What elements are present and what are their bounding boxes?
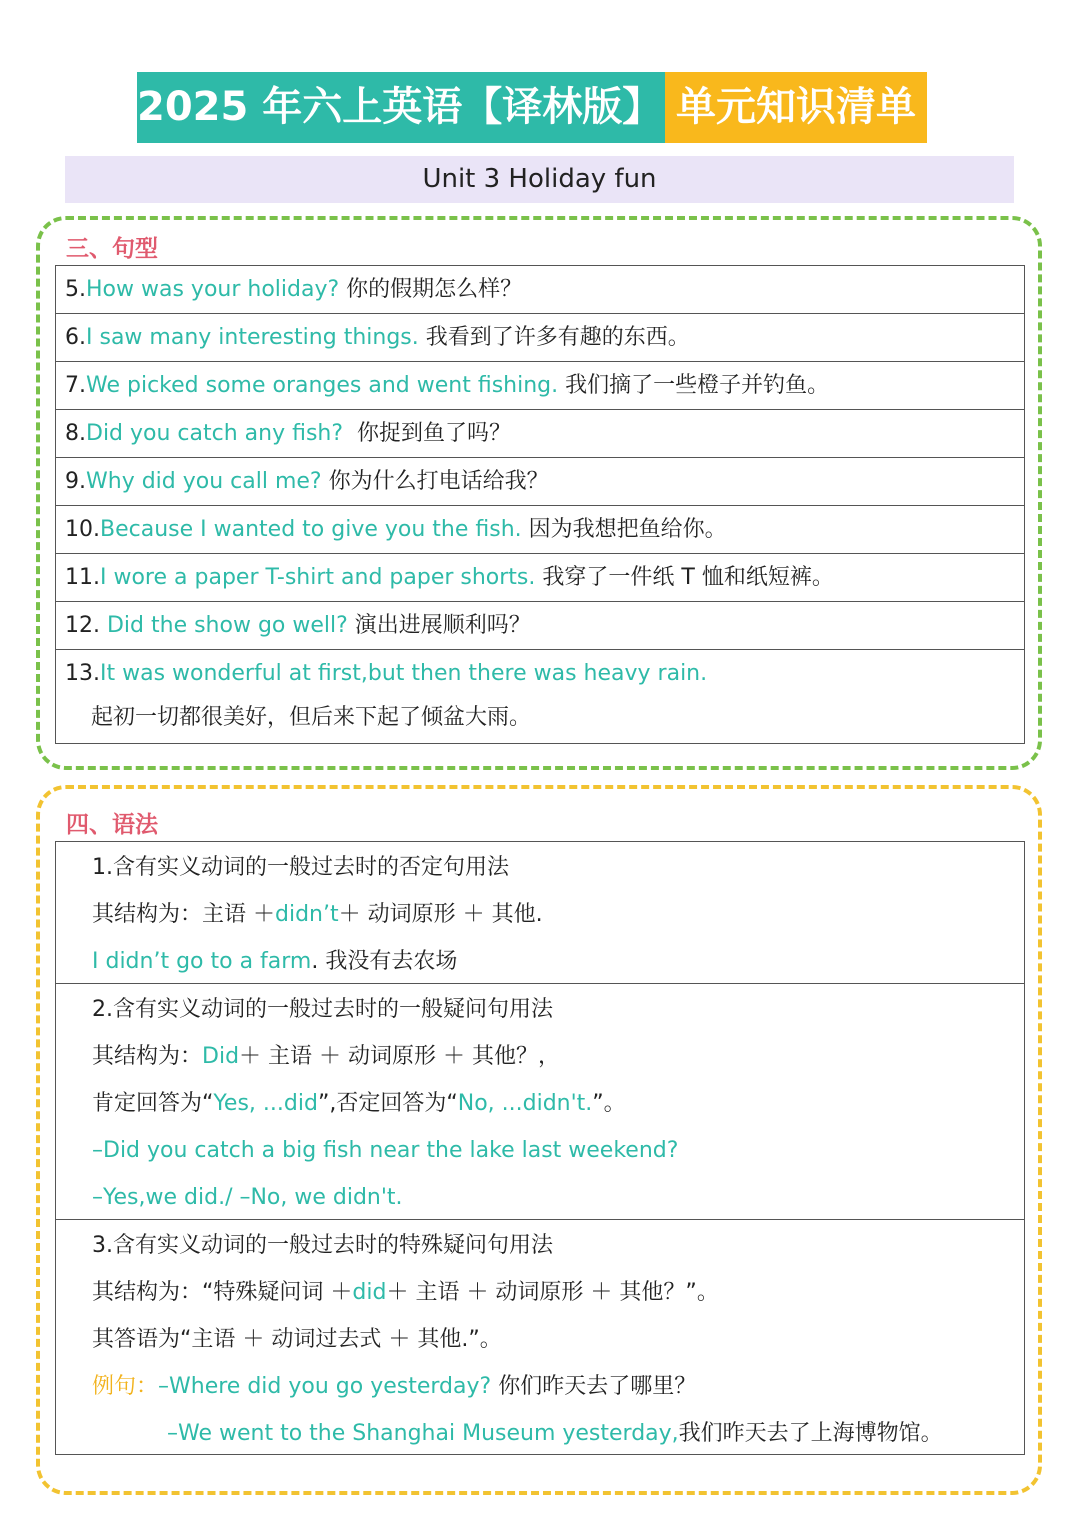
sentence-zh: 演出进展顺利吗？ (354, 613, 531, 638)
sentence-en: Did you catch any fish? (86, 421, 344, 446)
grammar-block-2 (56, 984, 1024, 1220)
grammar-block-3 (56, 1220, 1024, 1454)
example-label: 例句： (92, 1374, 159, 1399)
grammar-example: –We went to the Shanghai Museum yesterday,我们昨天去了上海博物馆。 (167, 1421, 943, 1446)
sentence-zh: 起初一切都很美好，但后来下起了倾盆大雨。 (91, 705, 532, 730)
grammar-answer: 其答语为“主语 ＋ 动词过去式 ＋ 其他.”。 (92, 1327, 502, 1352)
sentence-num: 11. (65, 565, 100, 590)
grammar-example: 例句：–Where did you go yesterday? 你们昨天去了哪里？ (92, 1374, 697, 1399)
sentence-row (56, 650, 1024, 743)
sentence-row (56, 266, 1024, 314)
grammar-answers: 肯定回答为“Yes, ...did”,否定回答为“No, ...didn't.”。 (92, 1091, 626, 1116)
sentence-zh: 我们摘了一些橙子并钓鱼。 (565, 373, 830, 398)
grammar-structure: 其结构为：Did＋ 主语 ＋ 动词原形 ＋ 其他？， (92, 1044, 561, 1069)
grammar-title: 3.含有实义动词的一般过去时的特殊疑问句用法 (92, 1233, 553, 1258)
sentence-en: How was your holiday? (86, 277, 340, 302)
grammar-structure: 其结构为：“特殊疑问词 ＋did＋ 主语 ＋ 动词原形 ＋ 其他？”。 (92, 1280, 719, 1305)
sentence-en: I wore a paper T-shirt and paper shorts. (100, 565, 536, 590)
page-title (137, 72, 927, 143)
sentence-num: 13. (65, 661, 100, 686)
grammar-example: I didn’t go to a farm. 我没有去农场 (92, 949, 458, 974)
grammar-table (55, 841, 1025, 1455)
grammar-title: 2.含有实义动词的一般过去时的一般疑问句用法 (92, 997, 553, 1022)
grammar-example: –Did you catch a big fish near the lake last weekend? (92, 1138, 679, 1163)
sentence-en: Did the show go well? (106, 613, 348, 638)
sentence-num: 12. (65, 613, 107, 638)
unit-title: Unit 3 Holiday fun (65, 156, 1014, 203)
sentence-en: Why did you call me? (86, 469, 322, 494)
title-right: 单元知识清单 (665, 72, 927, 143)
sentence-zh: 你捉到鱼了吗？ (357, 421, 512, 446)
sentence-zh: 你的假期怎么样？ (346, 277, 523, 302)
sentence-row (56, 458, 1024, 506)
sentence-zh: 你为什么打电话给我？ (328, 469, 549, 494)
sentence-num: 6. (65, 325, 86, 350)
sentences-table (55, 265, 1025, 744)
sentence-en: We picked some oranges and went fishing. (86, 373, 559, 398)
sentence-num: 10. (65, 517, 100, 542)
sentence-row (56, 602, 1024, 650)
sentence-row (56, 554, 1024, 602)
sentence-zh: 因为我想把鱼给你。 (528, 517, 727, 542)
grammar-example: –Yes,we did./ –No, we didn't. (92, 1185, 403, 1210)
title-left: 2025 年六上英语【译林版】 (137, 72, 665, 143)
sentence-row (56, 506, 1024, 554)
sentence-num: 5. (65, 277, 86, 302)
grammar-structure: 其结构为：主语 ＋didn’t＋ 动词原形 ＋ 其他. (92, 902, 543, 927)
sentence-row (56, 362, 1024, 410)
sentence-row (56, 314, 1024, 362)
sentence-en: It was wonderful at first,but then there was heavy rain. (100, 661, 708, 686)
grammar-heading: 四、语法 (66, 812, 158, 838)
sentence-num: 7. (65, 373, 86, 398)
sentences-heading: 三、句型 (66, 236, 158, 262)
sentence-row (56, 410, 1024, 458)
grammar-title: 1.含有实义动词的一般过去时的否定句用法 (92, 855, 509, 880)
sentence-num: 9. (65, 469, 86, 494)
sentence-en: Because I wanted to give you the fish. (100, 517, 522, 542)
sentence-en: I saw many interesting things. (86, 325, 419, 350)
grammar-block-1 (56, 842, 1024, 984)
sentence-zh: 我看到了许多有趣的东西。 (425, 325, 690, 350)
sentence-num: 8. (65, 421, 86, 446)
sentence-zh: 我穿了一件纸 T 恤和纸短裤。 (542, 565, 834, 590)
